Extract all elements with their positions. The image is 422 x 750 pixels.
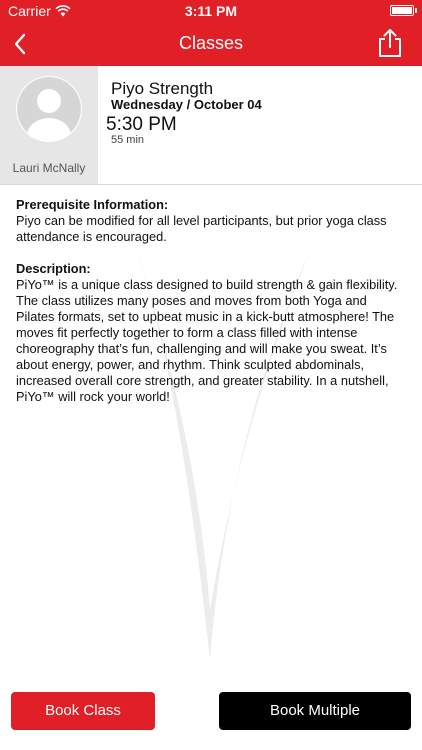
status-time: 3:11 PM — [184, 3, 238, 19]
share-button[interactable] — [376, 27, 404, 59]
prerequisite-heading: Prerequisite Information: — [16, 197, 169, 212]
person-placeholder-icon — [14, 74, 84, 144]
book-multiple-button[interactable]: Book Multiple — [219, 692, 411, 730]
navigation-bar — [0, 22, 422, 66]
page-title: Classes — [178, 33, 244, 53]
book-class-button[interactable]: Book Class — [11, 692, 155, 730]
description-text: PiYo™ is a unique class designed to build strength & gain flexibility. The class utilizes many poses and moves from both Yoga and Pilates formats, set to upbeat music in a kick-butt atmosphere! The moves fit perfectly together to form a class filled with intense choreography that’s fun, challenging and will make you sweat. It’s about energy, power, and rhythm. Think sculpted abdominals, increased overall core strength, and greater stability. In a nutshell, PiYo™ will rock your world! — [16, 277, 398, 404]
class-details — [16, 197, 408, 421]
class-date: Wednesday / October 04 — [111, 97, 262, 112]
battery-icon — [390, 5, 414, 16]
share-icon — [376, 27, 404, 59]
status-bar — [0, 0, 422, 22]
description-heading: Description: — [16, 261, 91, 276]
class-header — [0, 66, 422, 185]
instructor-name: Lauri McNally — [12, 161, 86, 175]
class-duration: 55 min — [111, 134, 145, 146]
instructor-panel — [0, 66, 98, 184]
top-bar — [0, 0, 422, 66]
class-time: 5:30 PM — [106, 114, 177, 135]
prerequisite-text: Piyo can be modified for all level participants, but prior yoga class attendance is encouraged. — [16, 213, 387, 244]
class-name: Piyo Strength — [111, 79, 214, 98]
carrier-label: Carrier — [8, 3, 51, 19]
